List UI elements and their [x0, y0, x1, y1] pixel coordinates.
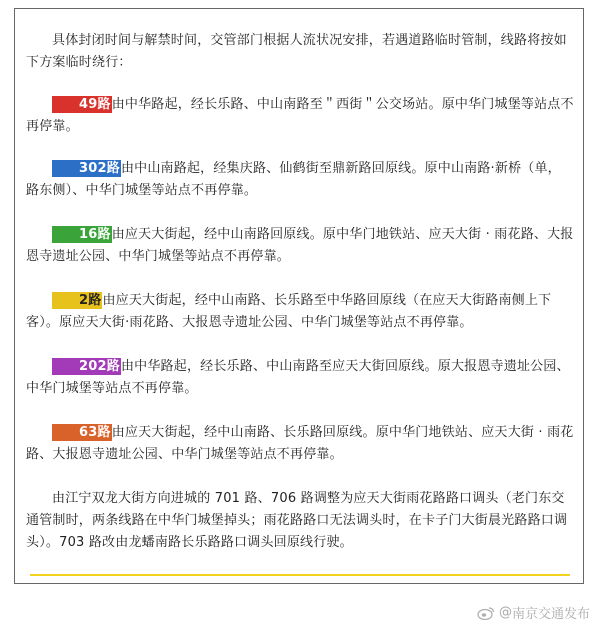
route-badge-16: 16路	[52, 226, 112, 243]
route-badge-49: 49路	[52, 96, 112, 113]
note-paragraph: 由江宁双龙大街方向进城的 701 路、706 路调整为应天大街雨花路路口调头（老门东交通管制时，两条线路在中华门城堡掉头；雨花路路口无法调头时，在卡子门大街晨光路路口调头）。703 路改由龙蟠南路长乐路路口调头回原线行驶。	[26, 491, 568, 550]
route-badge-302: 302路	[52, 160, 121, 177]
route-paragraph-302	[26, 158, 574, 202]
bottom-divider	[30, 574, 570, 576]
route-text-16: 由应天大街起，经中山南路回原线。原中华门地铁站、应天大街 · 雨花路、大报恩寺遗址公园、中华门城堡等站点不再停靠。	[26, 227, 574, 264]
weibo-icon	[477, 606, 495, 620]
route-badge-202: 202路	[52, 358, 121, 375]
route-paragraph-63	[26, 422, 574, 466]
route-paragraph-202	[26, 356, 574, 400]
route-text-63: 由应天大街起，经中山南路、长乐路回原线。原中华门地铁站、应天大街 · 雨花路、大报恩寺遗址公园、中华门城堡等站点不再停靠。	[26, 425, 574, 462]
weibo-watermark	[477, 603, 590, 622]
route-paragraph-16	[26, 224, 574, 268]
route-text-49: 由中华路起，经长乐路、中山南路至＂西街＂公交场站。原中华门城堡等站点不再停靠。	[26, 97, 574, 134]
intro-paragraph: 具体封闭时间与解禁时间，交管部门根据人流状况安排，若遇道路临时管制，线路将按如下方案临时绕行：	[26, 33, 567, 70]
route-badge-2: 2路	[52, 292, 102, 309]
route-text-2: 由应天大街起，经中山南路、长乐路至中华路回原线（在应天大街路南侧上下客）。原应天大街·雨花路、大报恩寺遗址公园、中华门城堡等站点不再停靠。	[26, 293, 552, 330]
route-text-302: 由中山南路起，经集庆路、仙鹤街至鼎新路回原线。原中山南路·新桥（单，路东侧）、中华门城堡等站点不再停靠。	[26, 161, 561, 198]
route-badge-63: 63路	[52, 424, 112, 441]
route-text-202: 由中华路起，经长乐路、中山南路至应天大街回原线。原大报恩寺遗址公园、中华门城堡等站点不再停靠。	[26, 359, 570, 396]
watermark-text: 南京交通发布	[511, 607, 590, 622]
route-paragraph-49	[26, 94, 574, 138]
route-paragraph-2	[26, 290, 574, 334]
watermark-at: @	[498, 605, 512, 620]
